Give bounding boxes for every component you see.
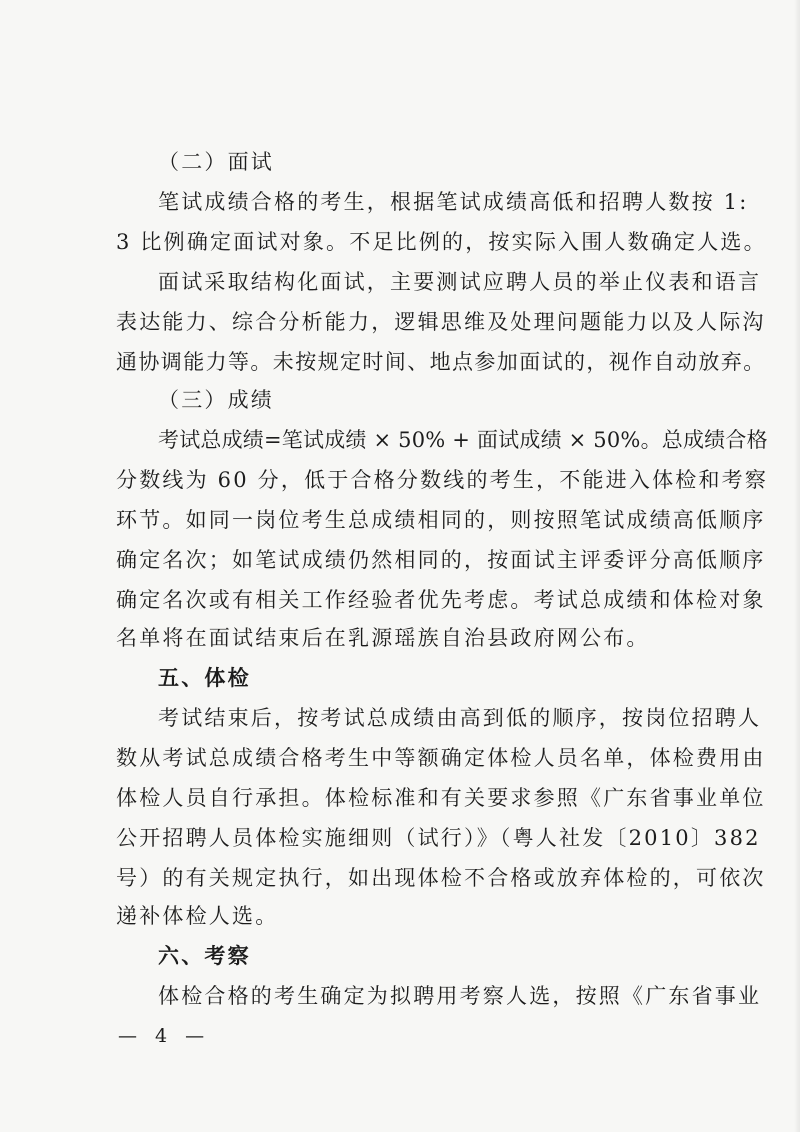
subsection-heading-score: （三）成绩 [158,388,274,412]
paragraph-line: 号）的有关规定执行，如出现体检不合格或放弃体检的，可依次 [116,866,766,890]
paragraph-line: 通协调能力等。未按规定时间、地点参加面试的，视作自动放弃。 [116,350,766,374]
paragraph-line: 面试采取结构化面试，主要测试应聘人员的举止仪表和语言 [158,270,762,294]
page-number: — 4 — [118,1025,211,1047]
paragraph-line: 分数线为 60 分，低于合格分数线的考生，不能进入体检和考察 [116,468,769,492]
paragraph-line: 确定名次或有相关工作经验者优先考虑。考试总成绩和体检对象 [116,588,766,612]
paragraph-line: 公开招聘人员体检实施细则（试行）》（粤人社发〔2010〕382 [116,826,761,850]
subsection-heading-interview: （二）面试 [158,150,274,174]
paragraph-line: 名单将在面试结束后在乳源瑶族自治县政府网公布。 [116,626,650,650]
paragraph-line: 环节。如同一岗位考生总成绩相同的，则按照笔试成绩高低顺序 [116,508,766,532]
paragraph-line: 表达能力、综合分析能力，逻辑思维及处理问题能力以及人际沟 [116,310,766,334]
paragraph-line: 体检人员自行承担。体检标准和有关要求参照《广东省事业单位 [116,786,766,810]
paragraph-line: 考试总成绩=笔试成绩 × 50% + 面试成绩 × 50%。总成绩合格 [158,428,768,452]
paragraph-line: 数从考试总成绩合格考生中等额确定体检人员名单，体检费用由 [116,746,766,770]
paragraph-line: 确定名次；如笔试成绩仍然相同的，按面试主评委评分高低顺序 [116,548,766,572]
paragraph-line: 体检合格的考生确定为拟聘用考察人选，按照《广东省事业 [158,984,762,1008]
paragraph-line: 考试结束后，按考试总成绩由高到低的顺序，按岗位招聘人 [158,706,762,730]
paragraph-line: 递补体检人选。 [116,904,279,928]
paragraph-line: 笔试成绩合格的考生，根据笔试成绩高低和招聘人数按 1: [158,190,749,214]
section-heading-inspection: 六、考察 [158,943,251,968]
paragraph-line: 3 比例确定面试对象。不足比例的，按实际入围人数确定人选。 [116,230,767,254]
page-edge-shadow [794,0,800,1132]
section-heading-medical-exam: 五、体检 [158,665,251,690]
